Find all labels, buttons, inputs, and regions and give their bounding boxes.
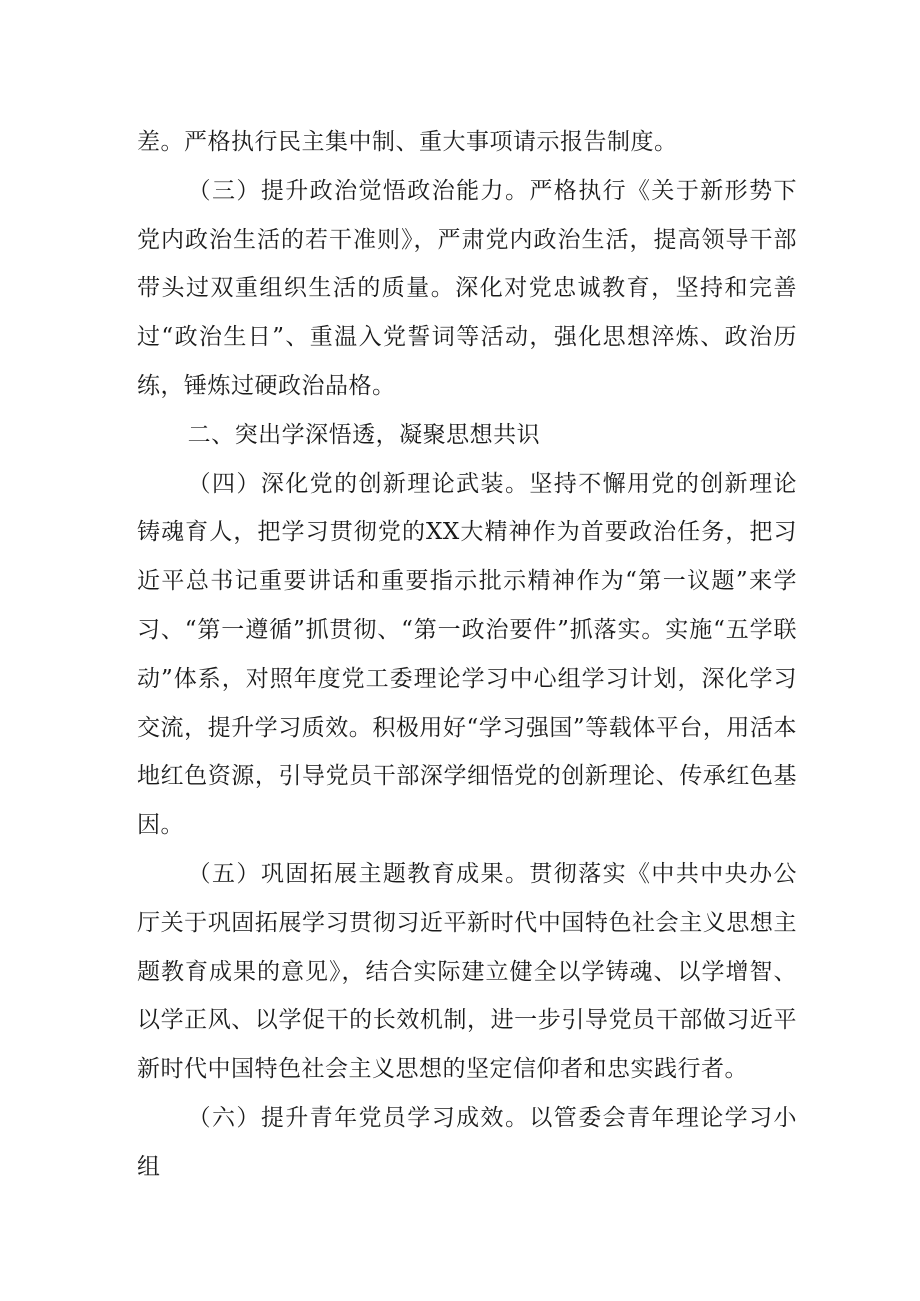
document-body [137, 118, 797, 1192]
paragraph-item-3: （三）提升政治觉悟政治能力。严格执行《关于新形势下党内政治生活的若干准则》，严肃党内政治生活，提高领导干部带头过双重组织生活的质量。深化对党忠诚教育，坚持和完善过“政治生日”、重温入党誓词等活动，强化思想淬炼、政治历练，锤炼过硬政治品格。 [137, 177, 797, 399]
section-heading-2: 二、突出学深悟透，凝聚思想共识 [187, 421, 541, 448]
paragraph-item-4: （四）深化党的创新理论武装。坚持不懈用党的创新理论铸魂育人，把学习贯彻党的XX大精神作为首要政治任务，把习近平总书记重要讲话和重要指示批示精神作为“第一议题”来学习、“第一遵循”抓贯彻、“第一政治要件”抓落实。实施“五学联动”体系，对照年度党工委理论学习中心组学习计划，深化学习交流，提升学习质效。积极用好“学习强国”等载体平台，用活本地红色资源，引导党员干部深学细悟党的创新理论、传承红色基因。 [137, 470, 797, 839]
paragraph-continuation: 差。严格执行民主集中制、重大事项请示报告制度。 [137, 129, 678, 155]
paragraph-item-6: （六）提升青年党员学习成效。以管委会青年理论学习小组 [137, 1104, 797, 1180]
paragraph-item-5: （五）巩固拓展主题教育成果。贯彻落实《中共中央办公厅关于巩固拓展学习贯彻习近平新时代中国特色社会主义思想主题教育成果的意见》，结合实际建立健全以学铸魂、以学增智、以学正风、以学促干的长效机制，进一步引导党员干部做习近平新时代中国特色社会主义思想的坚定信仰者和忠实践行者。 [137, 860, 797, 1083]
